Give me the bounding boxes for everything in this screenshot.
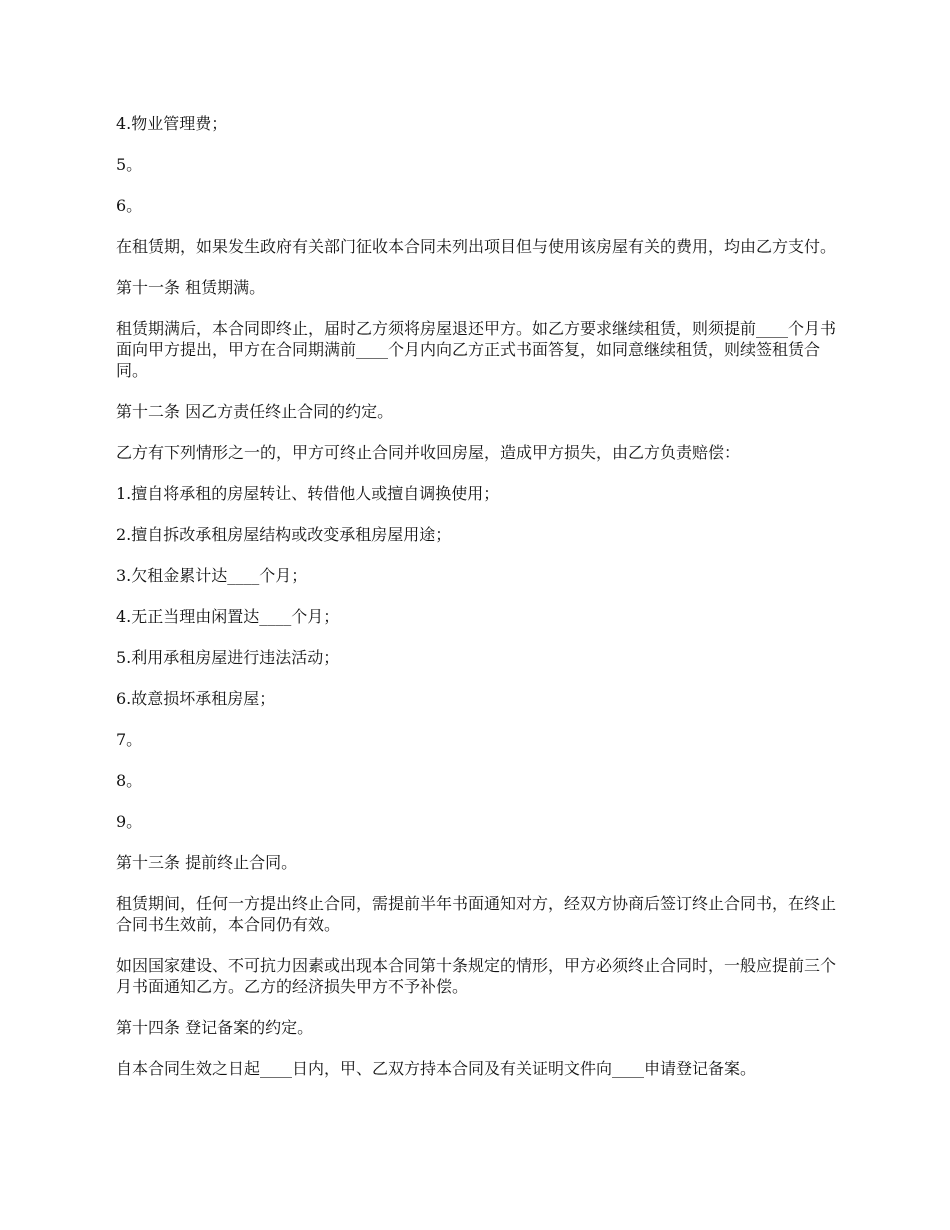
document-body xyxy=(116,113,844,1099)
list-item-5b: 5.利用承租房屋进行违法活动； xyxy=(116,648,340,667)
list-item-6b: 6.故意损坏承租房屋； xyxy=(116,689,276,708)
list-item-7: 7。 xyxy=(116,730,143,749)
paragraph-extra-fees: 在租赁期，如果发生政府有关部门征收本合同未列出项目但与使用该房屋有关的费用，均由乙方支付。 xyxy=(116,237,837,256)
list-item-3: 3.欠租金累计达____个月； xyxy=(116,566,308,585)
paragraph-termination-conditions: 乙方有下列情形之一的，甲方可终止合同并收回房屋，造成甲方损失，由乙方负责赔偿： xyxy=(116,443,741,462)
list-item-1: 1.擅自将承租的房屋转让、转借他人或擅自调换使用； xyxy=(116,484,500,503)
list-item-9: 9。 xyxy=(116,812,143,831)
list-item-property-fee: 4.物业管理费； xyxy=(116,114,228,133)
list-item-8: 8。 xyxy=(116,771,143,790)
paragraph-early-termination: 租赁期间，任何一方提出终止合同，需提前半年书面通知对方，经双方协商后签订终止合同书，在终止合同书生效前，本合同仍有效。 xyxy=(116,894,837,934)
list-item-6: 6。 xyxy=(116,196,143,215)
paragraph-registration: 自本合同生效之日起____日内，甲、乙双方持本合同及有关证明文件向____申请登记备案。 xyxy=(116,1059,757,1078)
list-item-4: 4.无正当理由闲置达____个月； xyxy=(116,607,340,626)
article-13-heading: 第十三条 提前终止合同。 xyxy=(116,853,298,872)
article-11-heading: 第十一条 租赁期满。 xyxy=(116,278,266,297)
paragraph-lease-expiry: 租赁期满后，本合同即终止，届时乙方须将房屋退还甲方。如乙方要求继续租赁，则须提前____个月书面向甲方提出，甲方在合同期满前____个月内向乙方正式书面答复，如同意继续租赁，则续签租赁合同。 xyxy=(116,319,837,380)
article-14-heading: 第十四条 登记备案的约定。 xyxy=(116,1018,314,1037)
list-item-5: 5。 xyxy=(116,155,143,174)
list-item-2: 2.擅自拆改承租房屋结构或改变承租房屋用途； xyxy=(116,525,452,544)
article-12-heading: 第十二条 因乙方责任终止合同的约定。 xyxy=(116,402,394,421)
paragraph-force-majeure: 如因国家建设、不可抗力因素或出现本合同第十条规定的情形，甲方必须终止合同时，一般应提前三个月书面通知乙方。乙方的经济损失甲方不予补偿。 xyxy=(116,956,837,996)
